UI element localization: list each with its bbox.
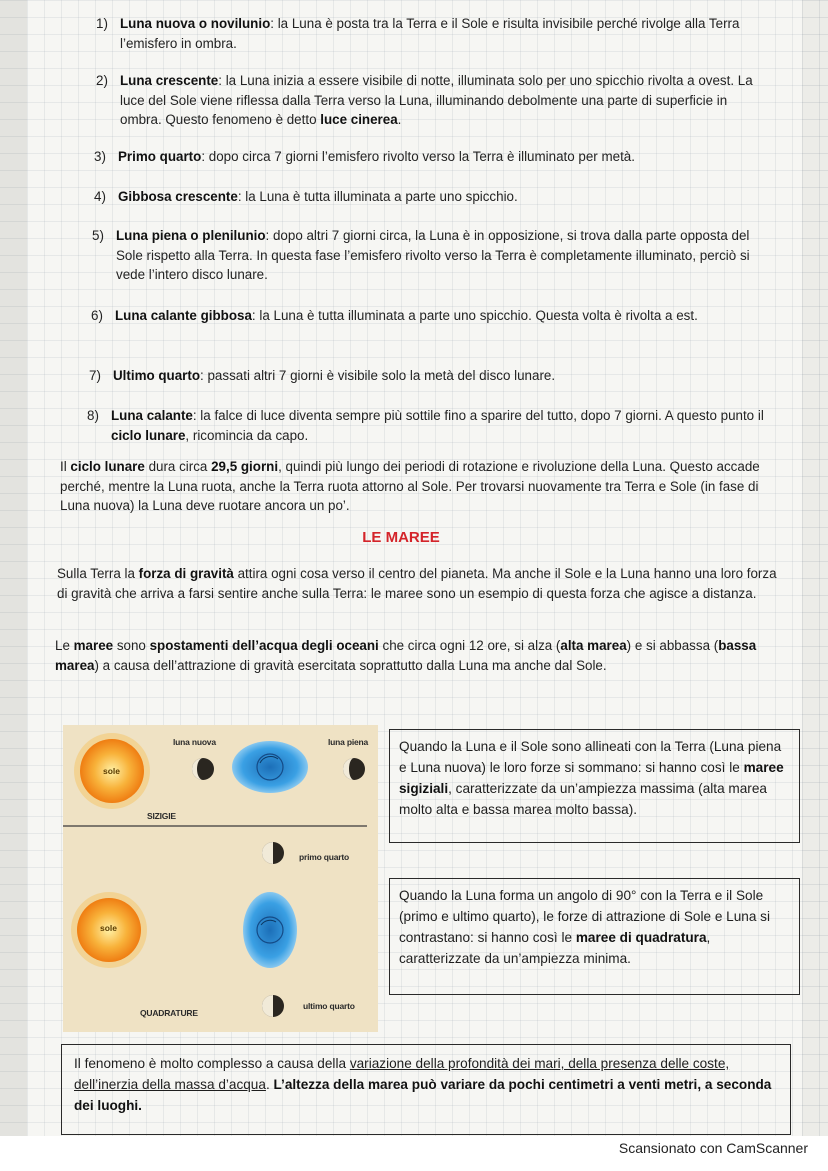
phase-item-3 bbox=[94, 147, 764, 167]
phase-title: Ultimo quarto bbox=[113, 368, 201, 383]
bold-term: alta marea bbox=[560, 638, 627, 653]
phase-number: 6) bbox=[91, 308, 103, 323]
text-span: che circa ogni 12 ore, si alza ( bbox=[378, 638, 561, 653]
text-span: Il fenomeno è molto complesso a causa della bbox=[74, 1056, 350, 1071]
phase-text: : passati altri 7 giorni è visibile solo la metà del disco lunare. bbox=[200, 368, 556, 383]
text-span: Sulla Terra la bbox=[57, 566, 139, 581]
tides-paragraph bbox=[55, 636, 790, 675]
phase-text: : dopo circa 7 giorni l’emisfero rivolto verso la Terra è illuminato per metà. bbox=[201, 149, 635, 164]
bold-term: L’altezza della marea può variare da pochi centimetri a venti metri, a seconda dei luoghi. bbox=[74, 1077, 772, 1113]
phase-title: Luna crescente bbox=[120, 73, 219, 88]
phase-title: Luna calante bbox=[111, 408, 193, 423]
full-moon-label: luna piena bbox=[328, 737, 369, 747]
new-moon-label: luna nuova bbox=[173, 737, 216, 747]
phase-text-end: . bbox=[397, 112, 402, 127]
phase-text: : la falce di luce diventa sempre più sottile fino a sparire del tutto, dopo 7 giorni. A questo punto il bbox=[192, 408, 764, 423]
earth-tidal-bulge-icon bbox=[232, 741, 308, 793]
text-span: , quindi più lungo dei periodi di rotazione e rivoluzione della Luna. Questo accade perché, mentre la Luna ruota, anche la Terra ruota attorno al Sole. Per trovarsi nuovamente tra Terra e Sole (in fase di Luna nuova) la Luna deve ruotare ancora un po’. bbox=[60, 459, 760, 513]
tides-summary-box bbox=[61, 1044, 791, 1135]
phase-text: : la Luna è tutta illuminata a parte uno spicchio. bbox=[237, 189, 518, 204]
text-span: , caratterizzate da un’ampiezza minima. bbox=[399, 930, 711, 966]
text-span: ) a causa dell’attrazione di gravità esercitata soprattutto dalla Luna ma anche dal Sole. bbox=[94, 657, 607, 673]
phase-text-end: , ricomincia da capo. bbox=[185, 427, 309, 443]
phase-bold-term: luce cinerea bbox=[320, 112, 398, 127]
earth-quadrature-icon bbox=[243, 892, 297, 968]
phase-item-6 bbox=[91, 306, 763, 326]
phase-number: 8) bbox=[87, 408, 99, 423]
first-quarter-moon-icon bbox=[262, 842, 284, 864]
bold-term: maree di quadratura bbox=[575, 930, 707, 945]
lunar-cycle-paragraph bbox=[60, 457, 770, 516]
phase-number: 1) bbox=[96, 16, 108, 31]
text-span: Quando la Luna e il Sole sono allineati con la Terra (Luna piena e Luna nuova) le loro forze si sommano: si hanno così le bbox=[399, 739, 782, 775]
phase-text: : la Luna è posta tra la Terra e il Sole e risulta invisibile perché rivolge alla Terra l’emisfero in ombra. bbox=[120, 16, 740, 51]
left-margin bbox=[0, 0, 27, 1136]
phase-item-4 bbox=[94, 187, 764, 207]
full-moon-icon bbox=[343, 758, 365, 780]
tides-illustration bbox=[63, 725, 378, 1032]
new-moon-icon bbox=[192, 758, 214, 780]
syzygy-label: SIZIGIE bbox=[147, 811, 176, 821]
text-span: Le bbox=[55, 638, 74, 653]
text-span: Il bbox=[60, 459, 71, 474]
phase-number: 7) bbox=[89, 368, 101, 383]
text-span: sono bbox=[113, 638, 150, 653]
first-quarter-label: primo quarto bbox=[299, 852, 350, 862]
text-span: attira ogni cosa verso il centro del pianeta. Ma anche il Sole e la Luna hanno una loro forza di gravità che arriva a farsi sentire anche sulla Terra: le maree sono un esempio di questa forza che agisce a distanza. bbox=[57, 566, 777, 601]
bold-term: bassa marea bbox=[55, 638, 757, 673]
syzygy-tides-box bbox=[389, 729, 800, 843]
quadrature-label: QUADRATURE bbox=[140, 1008, 198, 1018]
phase-item-1 bbox=[96, 14, 756, 53]
quadrature-tides-box bbox=[389, 878, 800, 995]
underlined-phrase: variazione della profondità dei mari, della presenza delle coste, dell’inerzia della massa d’acqua bbox=[74, 1056, 730, 1092]
sun-label-top: sole bbox=[103, 766, 121, 776]
phase-title: Luna piena o plenilunio bbox=[116, 228, 266, 243]
page-edge bbox=[802, 0, 828, 1136]
camscanner-footer: Scansionato con CamScanner bbox=[618, 1140, 808, 1156]
phase-title: Gibbosa crescente bbox=[118, 189, 238, 204]
phase-number: 3) bbox=[94, 149, 106, 164]
phase-number: 4) bbox=[94, 189, 106, 204]
bold-term: ciclo lunare bbox=[70, 459, 145, 474]
sun-label-bottom: sole bbox=[100, 923, 118, 933]
bold-term: 29,5 giorni bbox=[211, 459, 279, 474]
text-span: , caratterizzate da un’ampiezza massima (alta marea molto alta e bassa marea molto bassa). bbox=[399, 781, 767, 817]
phase-item-8 bbox=[87, 406, 765, 445]
phase-number: 5) bbox=[92, 228, 104, 243]
phase-text: : la Luna inizia a essere visibile di notte, illuminata solo per uno spicchio rivolta a ovest. La luce del Sole viene riflessa dalla Terra verso la Luna, illuminando debolmente una parte di superficie in ombra. Questo fenomeno è detto bbox=[120, 73, 753, 127]
phase-bold-term: ciclo lunare bbox=[111, 427, 186, 443]
section-title: LE MAREE bbox=[362, 529, 440, 546]
last-quarter-moon-icon bbox=[262, 995, 284, 1017]
bold-term: forza di gravità bbox=[138, 566, 234, 581]
bold-term: spostamenti dell’acqua degli oceani bbox=[149, 638, 379, 653]
phase-title: Luna calante gibbosa bbox=[115, 308, 252, 323]
text-span: ) e si abbassa ( bbox=[626, 638, 719, 653]
phase-number: 2) bbox=[96, 73, 108, 88]
text-span: Quando la Luna forma un angolo di 90° con la Terra e il Sole (primo e ultimo quarto), le forze di attrazione di Sole e Luna si contrastano: si hanno così le bbox=[399, 888, 770, 945]
phase-title: Primo quarto bbox=[118, 149, 202, 164]
phase-title: Luna nuova o novilunio bbox=[120, 16, 271, 31]
phase-item-7 bbox=[89, 366, 761, 386]
phase-text: : dopo altri 7 giorni circa, la Luna è in opposizione, si trova dalla parte opposta del Sole rispetto alla Terra. In questa fase l’emisfero rivolto verso la Terra è completamente illuminato, perciò si vede l’intero disco lunare. bbox=[116, 228, 750, 282]
phase-item-5 bbox=[92, 226, 762, 285]
bold-term: maree sigiziali bbox=[399, 760, 784, 796]
gravity-paragraph bbox=[57, 564, 782, 603]
last-quarter-label: ultimo quarto bbox=[303, 1001, 355, 1011]
text-span: . bbox=[265, 1077, 274, 1092]
text-span: dura circa bbox=[144, 459, 212, 474]
phase-text: : la Luna è tutta illuminata a parte uno spicchio. Questa volta è rivolta a est. bbox=[251, 308, 698, 323]
bold-term: maree bbox=[73, 638, 114, 653]
phase-item-2 bbox=[96, 71, 770, 130]
